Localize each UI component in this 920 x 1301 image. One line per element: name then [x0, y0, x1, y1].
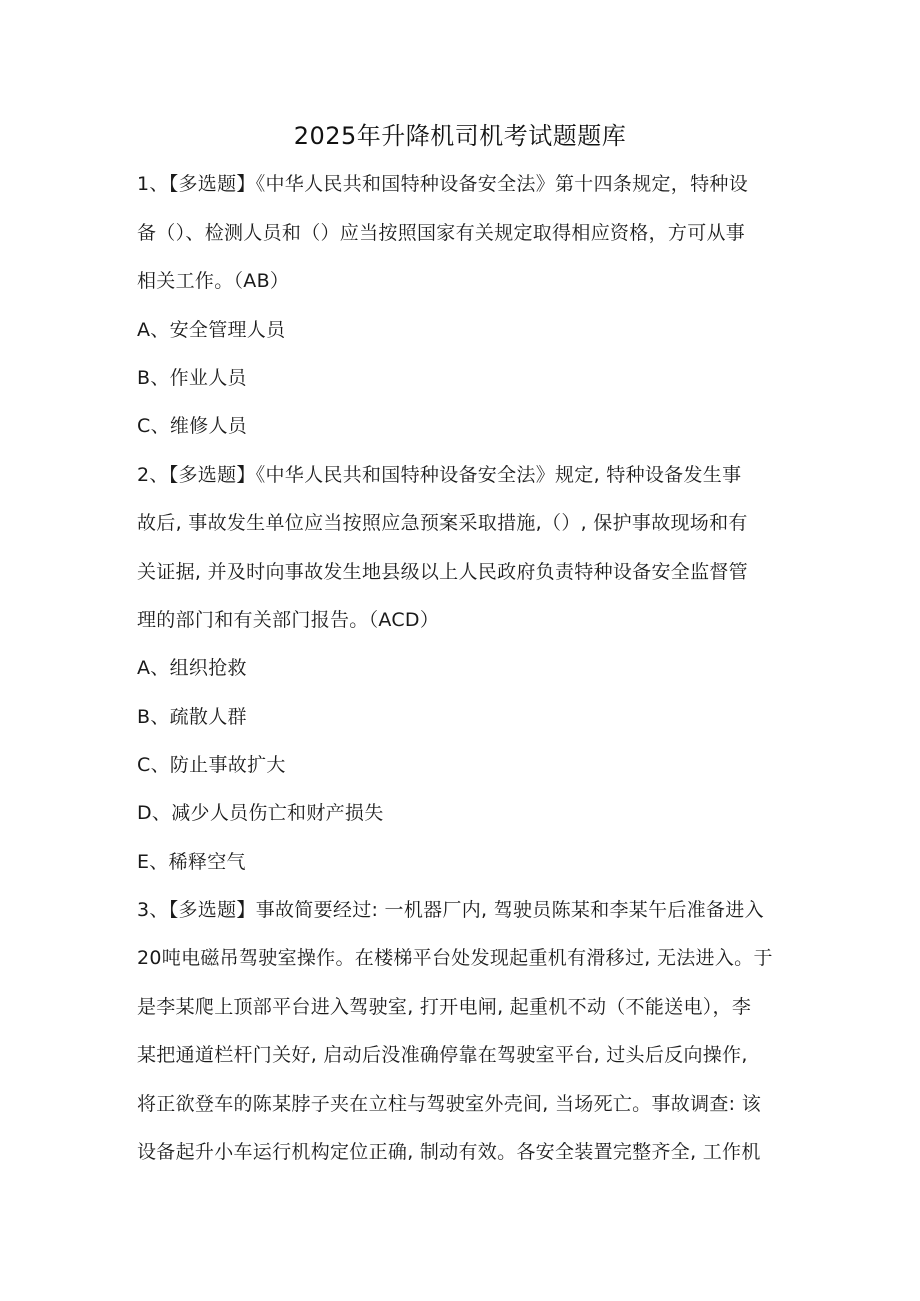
question-2-option-e: E、稀释空气	[137, 851, 246, 873]
question-3-line-6: 设备起升小车运行机构定位正确, 制动有效。各安全装置完整齐全, 工作机	[137, 1141, 761, 1163]
question-2-line-1: 2、【多选题】《中华人民共和国特种设备安全法》规定, 特种设备发生事	[137, 464, 742, 486]
question-2-option-c: C、防止事故扩大	[137, 754, 286, 776]
question-1-option-b: B、作业人员	[137, 367, 247, 389]
question-2-option-d: D、减少人员伤亡和财产损失	[137, 802, 384, 824]
question-3-line-1: 3、【多选题】事故简要经过: 一机器厂内, 驾驶员陈某和李某午后准备进入	[137, 899, 764, 921]
question-1-option-c: C、维修人员	[137, 415, 248, 437]
question-1-option-a: A、安全管理人员	[137, 319, 286, 341]
question-2-option-b: B、疏散人群	[137, 706, 247, 728]
question-2-line-3: 关证据, 并及时向事故发生地县级以上人民政府负责特种设备安全监督管	[137, 561, 748, 583]
question-1-line-2: 备（）、检测人员和（）应当按照国家有关规定取得相应资格，方可从事	[137, 222, 746, 244]
question-3-line-5: 将正欲登车的陈某脖子夹在立柱与驾驶室外壳间, 当场死亡。事故调查: 该	[137, 1093, 762, 1115]
question-2-option-a: A、组织抢救	[137, 657, 247, 679]
question-3-line-2: 20吨电磁吊驾驶室操作。在楼梯平台处发现起重机有滑移过, 无法进入。于	[137, 947, 773, 969]
question-2-line-2: 故后, 事故发生单位应当按照应急预案采取措施,（）, 保护事故现场和有	[137, 512, 748, 534]
question-3-line-3: 是李某爬上顶部平台进入驾驶室, 打开电闸, 起重机不动（不能送电），李	[137, 996, 752, 1018]
question-1-line-1: 1、【多选题】《中华人民共和国特种设备安全法》第十四条规定，特种设	[137, 173, 748, 195]
page-title: 2025年升降机司机考试题题库	[293, 122, 627, 150]
question-2-line-4: 理的部门和有关部门报告。（ACD）	[137, 609, 440, 631]
question-1-line-3: 相关工作。（AB）	[137, 270, 290, 292]
question-3-line-4: 某把通道栏杆门关好, 启动后没准确停靠在驾驶室平台, 过头后反向操作,	[137, 1044, 748, 1066]
